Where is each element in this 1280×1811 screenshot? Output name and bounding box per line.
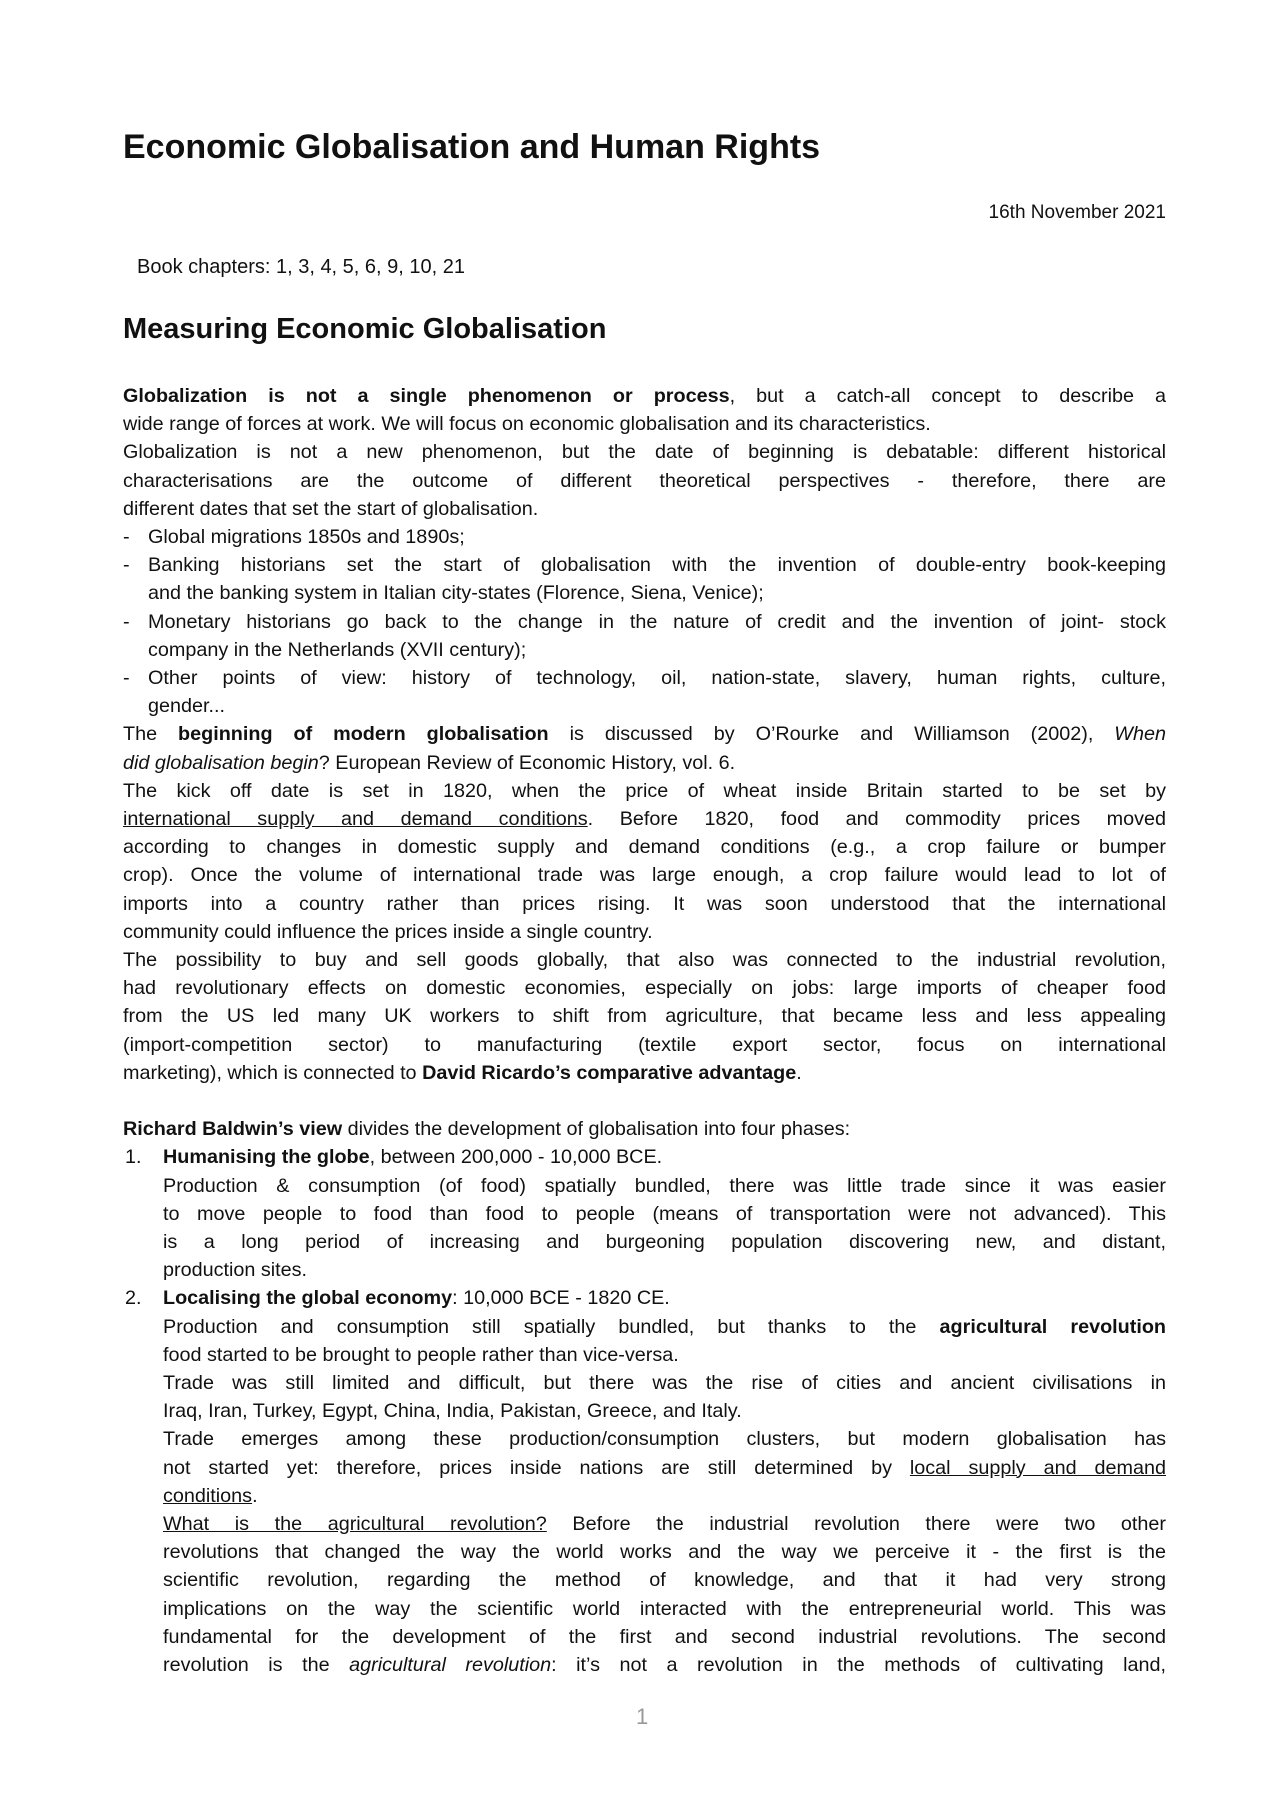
text-line <box>148 692 1166 720</box>
bold-text: Richard Baldwin’s view <box>123 1118 343 1141</box>
text-run: , between 200,000 - 10,000 BCE. <box>369 1146 663 1169</box>
underlined-text: conditions <box>163 1484 253 1507</box>
text-line <box>163 1369 1166 1397</box>
text-run: (import-competition sector) to manufacturing (textile export sector, focus on international <box>123 1033 1166 1056</box>
text-run: Before the industrial revolution there were two other <box>546 1513 1167 1535</box>
text-run: . Before 1820, food and commodity prices moved <box>587 808 1166 830</box>
text-line <box>123 861 1166 889</box>
text-run: characterisations are the outcome of different theoretical perspectives - therefore, there are <box>123 469 1166 492</box>
list-number: 1. <box>125 1146 142 1169</box>
text-line <box>163 1256 1166 1284</box>
text-run: . <box>796 1061 802 1084</box>
section-heading: Measuring Economic Globalisation <box>123 313 607 345</box>
bullet-dash: - <box>123 610 130 633</box>
text-line <box>163 1482 1166 1510</box>
text-line <box>163 1623 1166 1651</box>
text-line <box>123 1115 1166 1143</box>
text-line <box>163 1228 1166 1256</box>
text-line <box>163 1284 1166 1312</box>
text-run: Monetary historians go back to the change in the nature of credit and the invention of joint- stock <box>148 610 1166 633</box>
text-run: imports into a country rather than prices rising. It was soon understood that the international <box>123 892 1166 915</box>
underlined-text: local supply and demand <box>909 1456 1166 1479</box>
text-line <box>163 1425 1166 1453</box>
text-run: and the banking system in Italian city-states (Florence, Siena, Venice); <box>148 582 764 605</box>
text-line <box>163 1651 1166 1679</box>
text-run: ? European Review of Economic History, vol. 6. <box>318 751 736 774</box>
book-chapters: Book chapters: 1, 3, 4, 5, 6, 9, 10, 21 <box>137 256 465 278</box>
text-run: according to changes in domestic supply and demand conditions (e.g., a crop failure or bumper <box>123 836 1166 859</box>
underlined-text: international supply and demand conditions <box>123 808 588 830</box>
text-run: different dates that set the start of globalisation. <box>123 497 539 520</box>
text-run: crop). Once the volume of international trade was large enough, a crop failure would lead to lot of <box>123 864 1166 887</box>
text-line <box>148 523 1166 551</box>
italic-text: agricultural revolution <box>349 1654 552 1676</box>
text-line <box>123 777 1166 805</box>
text-run: wide range of forces at work. We will focus on economic globalisation and its characteristics. <box>123 413 931 436</box>
text-run: Iraq, Iran, Turkey, Egypt, China, India, Pakistan, Greece, and Italy. <box>163 1400 742 1423</box>
text-run: implications on the way the scientific world interacted with the entrepreneurial world. This was <box>163 1597 1166 1620</box>
text-line <box>123 833 1166 861</box>
text-line <box>123 749 1166 777</box>
text-line <box>123 410 1166 438</box>
text-run: had revolutionary effects on domestic economies, especially on jobs: large imports of cheaper food <box>123 977 1166 1000</box>
text-run: from the US led many UK workers to shift from agriculture, that became less and less appealing <box>123 1005 1166 1028</box>
bold-text: Humanising the globe <box>163 1146 370 1169</box>
text-line <box>123 805 1166 833</box>
text-line <box>123 918 1166 946</box>
text-run: to move people to food than food to people (means of transportation were not advanced). This <box>163 1202 1166 1225</box>
text-run: revolutions that changed the way the world works and the way we perceive it - the first is the <box>163 1541 1166 1564</box>
text-run: , but a catch-all concept to describe a <box>729 385 1166 407</box>
text-run: not started yet: therefore, prices inside nations are still determined by <box>163 1456 910 1479</box>
text-line <box>163 1172 1166 1200</box>
bullet-dash: - <box>123 554 130 577</box>
document-date: 16th November 2021 <box>988 202 1166 223</box>
text-run: Other points of view: history of technology, oil, nation-state, slavery, human rights, culture, <box>148 667 1166 689</box>
text-line <box>123 382 1166 410</box>
text-line <box>123 974 1166 1002</box>
bold-text: Localising the global economy <box>163 1287 453 1310</box>
text-line <box>148 579 1166 607</box>
text-run: Trade was still limited and difficult, but there was the rise of cities and ancient civilisations in <box>163 1372 1166 1394</box>
text-line <box>123 1031 1166 1059</box>
text-line <box>163 1538 1166 1566</box>
text-run: is a long period of increasing and burgeoning population discovering new, and distant, <box>163 1231 1166 1253</box>
page-number: 1 <box>636 1704 649 1729</box>
text-run: divides the development of globalisation into four phases: <box>342 1118 851 1141</box>
text-run: fundamental for the development of the first and second industrial revolutions. The second <box>163 1625 1166 1648</box>
text-line <box>163 1341 1166 1369</box>
text-line <box>123 438 1166 466</box>
text-line <box>123 946 1166 974</box>
text-run: : it’s not a revolution in the methods of cultivating land, <box>551 1654 1166 1676</box>
text-run: Production and consumption still spatially bundled, but thanks to the <box>163 1315 940 1338</box>
text-run: Production & consumption (of food) spatially bundled, there was little trade since it was easier <box>163 1174 1166 1197</box>
text-line <box>163 1454 1166 1482</box>
text-run: The <box>123 723 179 746</box>
text-line <box>148 608 1166 636</box>
text-line <box>123 1059 1166 1087</box>
text-line <box>163 1595 1166 1623</box>
bold-text: Globalization is not a single phenomenon or process <box>123 385 730 407</box>
text-run: production sites. <box>163 1259 308 1282</box>
list-number: 2. <box>125 1287 142 1310</box>
text-line <box>123 890 1166 918</box>
text-line <box>163 1510 1166 1538</box>
underlined-text: What is the agricultural revolution? <box>163 1513 547 1535</box>
italic-text: did globalisation begin <box>123 751 319 774</box>
text-run: Trade emerges among these production/consumption clusters, but modern globalisation has <box>163 1428 1166 1451</box>
text-run: scientific revolution, regarding the method of knowledge, and that it had very strong <box>163 1569 1166 1592</box>
text-line <box>123 1002 1166 1030</box>
text-run: is discussed by O’Rourke and Williamson (2002), <box>548 723 1115 746</box>
text-run: food started to be brought to people rather than vice-versa. <box>163 1343 679 1366</box>
text-line <box>163 1566 1166 1594</box>
text-line <box>163 1397 1166 1425</box>
document-title: Economic Globalisation and Human Rights <box>123 128 821 166</box>
text-run: company in the Netherlands (XVII century); <box>148 638 527 661</box>
text-run: community could influence the prices inside a single country. <box>123 920 653 943</box>
text-line <box>148 636 1166 664</box>
text-line <box>123 720 1166 748</box>
text-run: Globalization is not a new phenomenon, but the date of beginning is debatable: different historical <box>123 441 1166 464</box>
text-line <box>123 495 1166 523</box>
text-line <box>163 1200 1166 1228</box>
text-run: . <box>252 1484 258 1507</box>
bullet-dash: - <box>123 667 130 689</box>
bold-text: David Ricardo’s comparative advantage <box>422 1061 797 1084</box>
bold-text: agricultural revolution <box>939 1315 1166 1338</box>
text-run: revolution is the <box>163 1654 350 1676</box>
text-run: : 10,000 BCE - 1820 CE. <box>452 1287 670 1310</box>
italic-text: When <box>1114 723 1166 746</box>
text-run: The kick off date is set in 1820, when the price of wheat inside Britain started to be set by <box>123 779 1166 802</box>
text-line <box>123 467 1166 495</box>
text-run: gender... <box>148 695 225 718</box>
text-line <box>163 1143 1166 1171</box>
bold-text: beginning of modern globalisation <box>178 723 549 746</box>
text-line <box>148 551 1166 579</box>
text-run: The possibility to buy and sell goods globally, that also was connected to the industrial revolution, <box>123 949 1166 971</box>
text-run: Global migrations 1850s and 1890s; <box>148 526 465 548</box>
bullet-dash: - <box>123 526 130 548</box>
text-run: Banking historians set the start of globalisation with the invention of double-entry book-keeping <box>148 554 1166 577</box>
text-run: marketing), which is connected to <box>123 1061 423 1084</box>
text-line <box>148 664 1166 692</box>
text-line <box>163 1313 1166 1341</box>
